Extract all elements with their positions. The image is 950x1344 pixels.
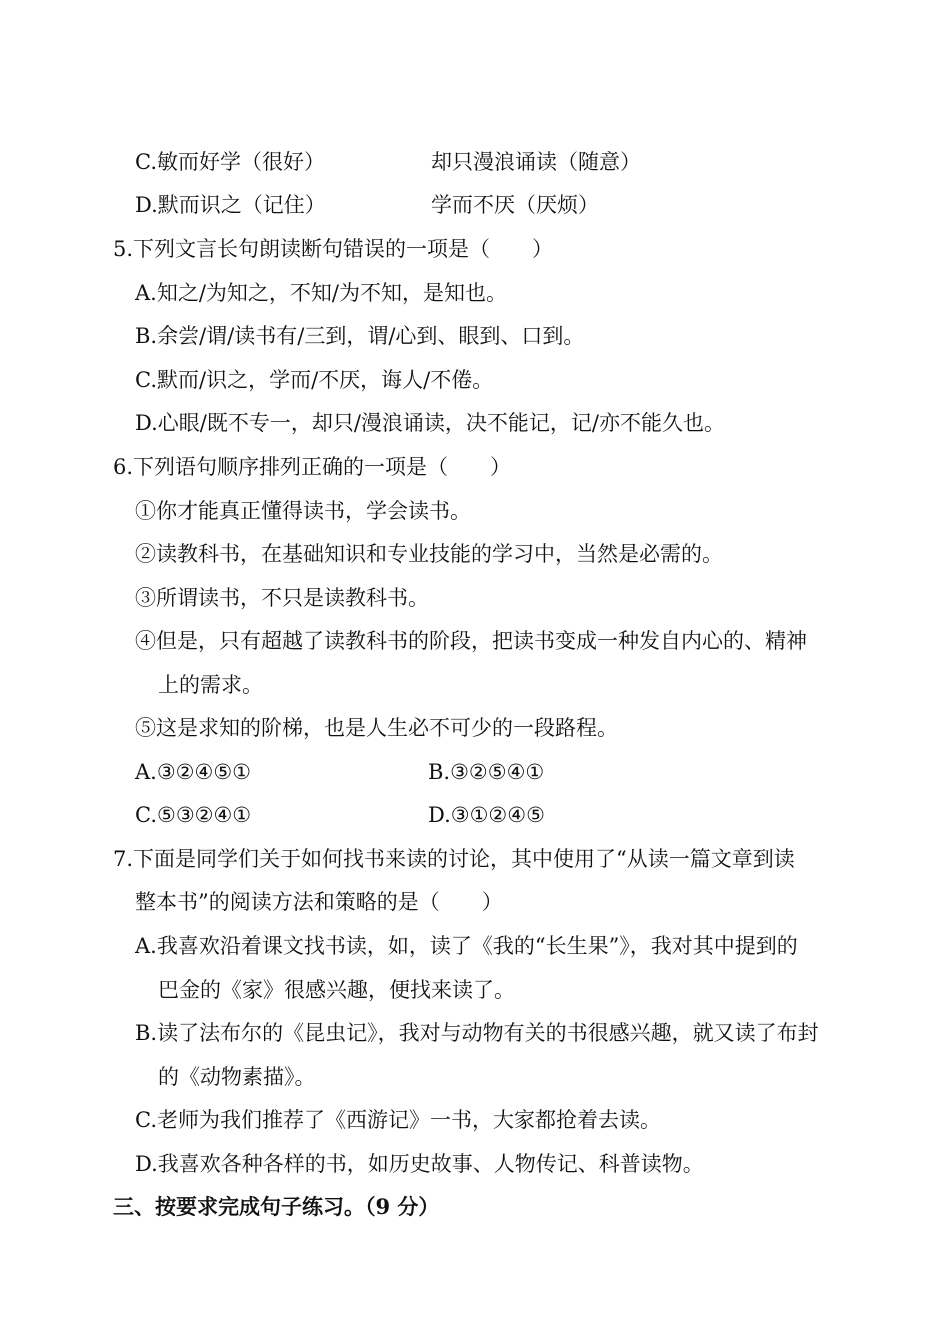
q6-stem: 6.下列语句顺序排列正确的一项是（ ） — [113, 455, 512, 479]
q7-option-a: A.我喜欢沿着课文找书读，如，读了《我的“长生果”》，我对其中提到的 — [135, 934, 798, 958]
q5-option-d: D.心眼/既不专一，却只/漫浪诵读，决不能记，记/亦不能久也。 — [135, 411, 725, 435]
q6-sentence-5: ⑤这是求知的阶梯，也是人生必不可少的一段路程。 — [135, 716, 618, 740]
q4-option-d-left: D.默而识之（记住） — [135, 193, 326, 217]
q6-sentence-1: ①你才能真正懂得读书，学会读书。 — [135, 499, 471, 523]
q4-option-d-row — [135, 191, 835, 219]
q5-option-b: B.余尝/谓/读书有/三到，谓/心到、眼到、口到。 — [135, 324, 585, 348]
q6-sentence-2: ②读教科书，在基础知识和专业技能的学习中，当然是必需的。 — [135, 542, 723, 566]
q7-stem-line2: 整本书”的阅读方法和策略的是（ ） — [135, 890, 503, 914]
q7-option-b: B.读了法布尔的《昆虫记》，我对与动物有关的书很感兴趣，就又读了布封 — [135, 1021, 819, 1045]
q4-option-d-right: 学而不厌（厌烦） — [431, 193, 599, 217]
q6-option-c: C.⑤③②④① — [135, 803, 252, 827]
q7-option-b-cont: 的《动物素描》。 — [158, 1065, 316, 1089]
q5-option-a: A.知之/为知之，不知/为不知，是知也。 — [135, 281, 507, 305]
q7-stem-line1: 7.下面是同学们关于如何找书来读的讨论，其中使用了“从读一篇文章到读 — [113, 847, 795, 871]
q6-option-d: D.③①②④⑤ — [428, 803, 545, 827]
q7-option-c: C.老师为我们推荐了《西游记》一书，大家都抢着去读。 — [135, 1108, 661, 1132]
q6-sentence-3: ③所谓读书，不只是读教科书。 — [135, 586, 429, 610]
q6-sentence-4-cont: 上的需求。 — [158, 673, 263, 697]
q6-sentence-4: ④但是，只有超越了读教科书的阶段，把读书变成一种发自内心的、精神 — [135, 629, 807, 653]
q4-option-c-row — [135, 148, 835, 176]
q5-option-c: C.默而/识之，学而/不厌，诲人/不倦。 — [135, 368, 494, 392]
q6-option-b: B.③②⑤④① — [428, 760, 545, 784]
q6-option-a: A.③②④⑤① — [135, 760, 251, 784]
q7-option-a-cont: 巴金的《家》很感兴趣，便找来读了。 — [158, 978, 515, 1002]
q7-option-d: D.我喜欢各种各样的书，如历史故事、人物传记、科普读物。 — [135, 1152, 704, 1176]
q5-stem: 5.下列文言长句朗读断句错误的一项是（ ） — [113, 237, 554, 261]
q4-option-c-right: 却只漫浪诵读（随意） — [431, 150, 641, 174]
section-3-heading: 三、按要求完成句子练习。（9 分） — [113, 1194, 440, 1219]
q4-option-c-left: C.敏而好学（很好） — [135, 150, 325, 174]
